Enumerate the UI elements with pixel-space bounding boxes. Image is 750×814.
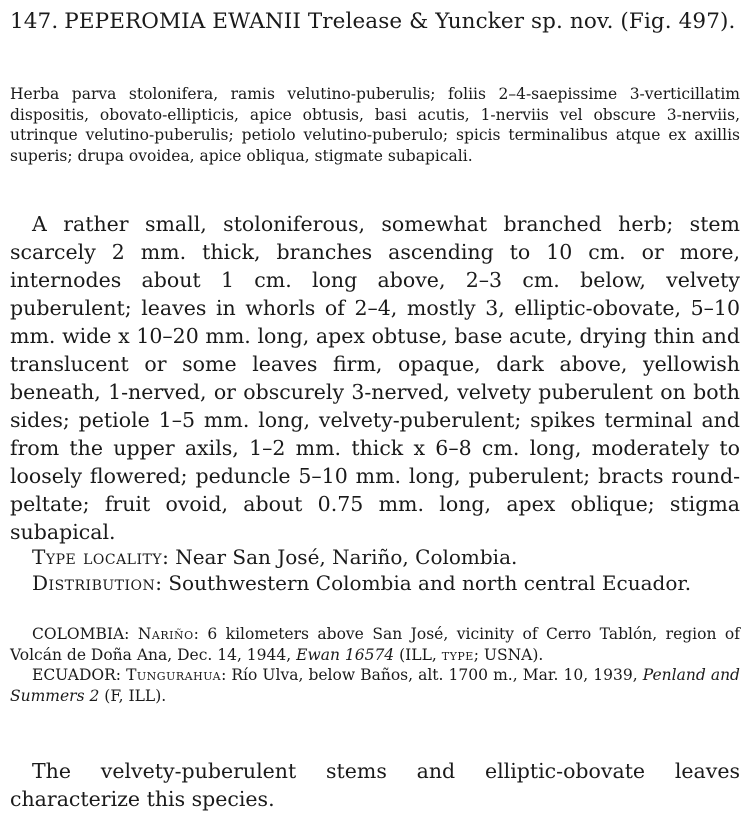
species-title: PEPEROMIA EWANII Trelease & Yuncker sp. nov. (Fig. 497). bbox=[64, 9, 736, 34]
specimen-collector: Ewan 16574 bbox=[296, 645, 395, 664]
type-locality-label: Type locality bbox=[32, 545, 163, 569]
specimen-entry: COLOMBIA: Nariño: 6 kilometers above San José, vicinity of Cerro Tablón, region of Volcán de Doña Ana, Dec. 14, 1944, Ewan 16574 (ILL, type; USNA). bbox=[10, 625, 740, 664]
species-description: A rather small, stoloniferous, somewhat branched herb; stem scarcely 2 mm. thick, branches ascending to 10 cm. or more, internodes about 1 cm. long above, 2–3 cm. below, velvety puberulent; leaves in whorls of 2–4, mostly 3, elliptic-obovate, 5–10 mm. wide x 10–20 mm. long, apex obtuse, base acute, drying thin and translucent or some leaves firm, opaque, dark above, yellowish beneath, 1-nerved, or obscurely 3-nerved, velvety puberulent on both sides; petiole 1–5 mm. long, velvety-puberulent; spikes terminal and from the upper axils, 1–2 mm. thick x 6–8 cm. long, moderately to loosely flowered; peduncle 5–10 mm. long, puberulent; bracts round-peltate; fruit ovoid, about 0.75 mm. long, apex oblique; stigma subapical. bbox=[10, 212, 740, 544]
specimen-entry: ECUADOR: Tungurahua: Río Ulva, below Baños, alt. 1700 m., Mar. 10, 1939, Penland and Summers 2 (F, ILL). bbox=[10, 666, 740, 705]
specimen-herbaria-open: (ILL, bbox=[399, 645, 437, 664]
species-heading bbox=[10, 8, 740, 36]
specimens-list bbox=[10, 624, 740, 706]
distribution-value: Southwestern Colombia and north central Ecuador. bbox=[168, 571, 692, 595]
closing-note: The velvety-puberulent stems and elliptic-obovate leaves characterize this species. bbox=[10, 759, 740, 811]
specimen-collector: Penland and Summers 2 bbox=[10, 666, 740, 705]
specimen-region: Nariño bbox=[137, 625, 194, 643]
type-locality: Type locality: Near San José, Nariño, Colombia. bbox=[32, 545, 518, 569]
specimen-herbaria-close: ; USNA). bbox=[473, 645, 544, 664]
specimen-locality: Río Ulva, below Baños, alt. 1700 m., Mar. 10, 1939, bbox=[231, 666, 638, 684]
distribution-label: Distribution bbox=[32, 571, 156, 595]
distribution: Distribution: Southwestern Colombia and north central Ecuador. bbox=[32, 571, 692, 595]
specimen-herbaria: (F, ILL). bbox=[104, 686, 167, 705]
species-number: 147. bbox=[10, 9, 59, 34]
specimen-type-mark: type bbox=[441, 645, 474, 664]
latin-diagnosis: Herba parva stolonifera, ramis velutino-puberulis; foliis 2–4-saepissime 3-verticillatim dispositis, obovato-ellipticis, apice obtusis, basi acutis, 1-nerviis vel obscure 3-nerviis, utrinque velutino-puberulis; petiolo velutino-puberulo; spicis terminalibus atque ex axillis superis; drupa ovoidea, apice obliqua, stigmate subapicali. bbox=[10, 85, 740, 165]
type-locality-value: Near San José, Nariño, Colombia. bbox=[175, 545, 518, 569]
specimen-locality: 6 kilometers above San José, vicinity of Cerro Tablón, region of Volcán de Doña Ana, Dec. 14, 1944, bbox=[10, 625, 740, 664]
specimen-country: ECUADOR bbox=[32, 666, 116, 684]
specimen-country: COLOMBIA bbox=[32, 625, 125, 643]
specimen-region: Tungurahua bbox=[126, 666, 222, 684]
